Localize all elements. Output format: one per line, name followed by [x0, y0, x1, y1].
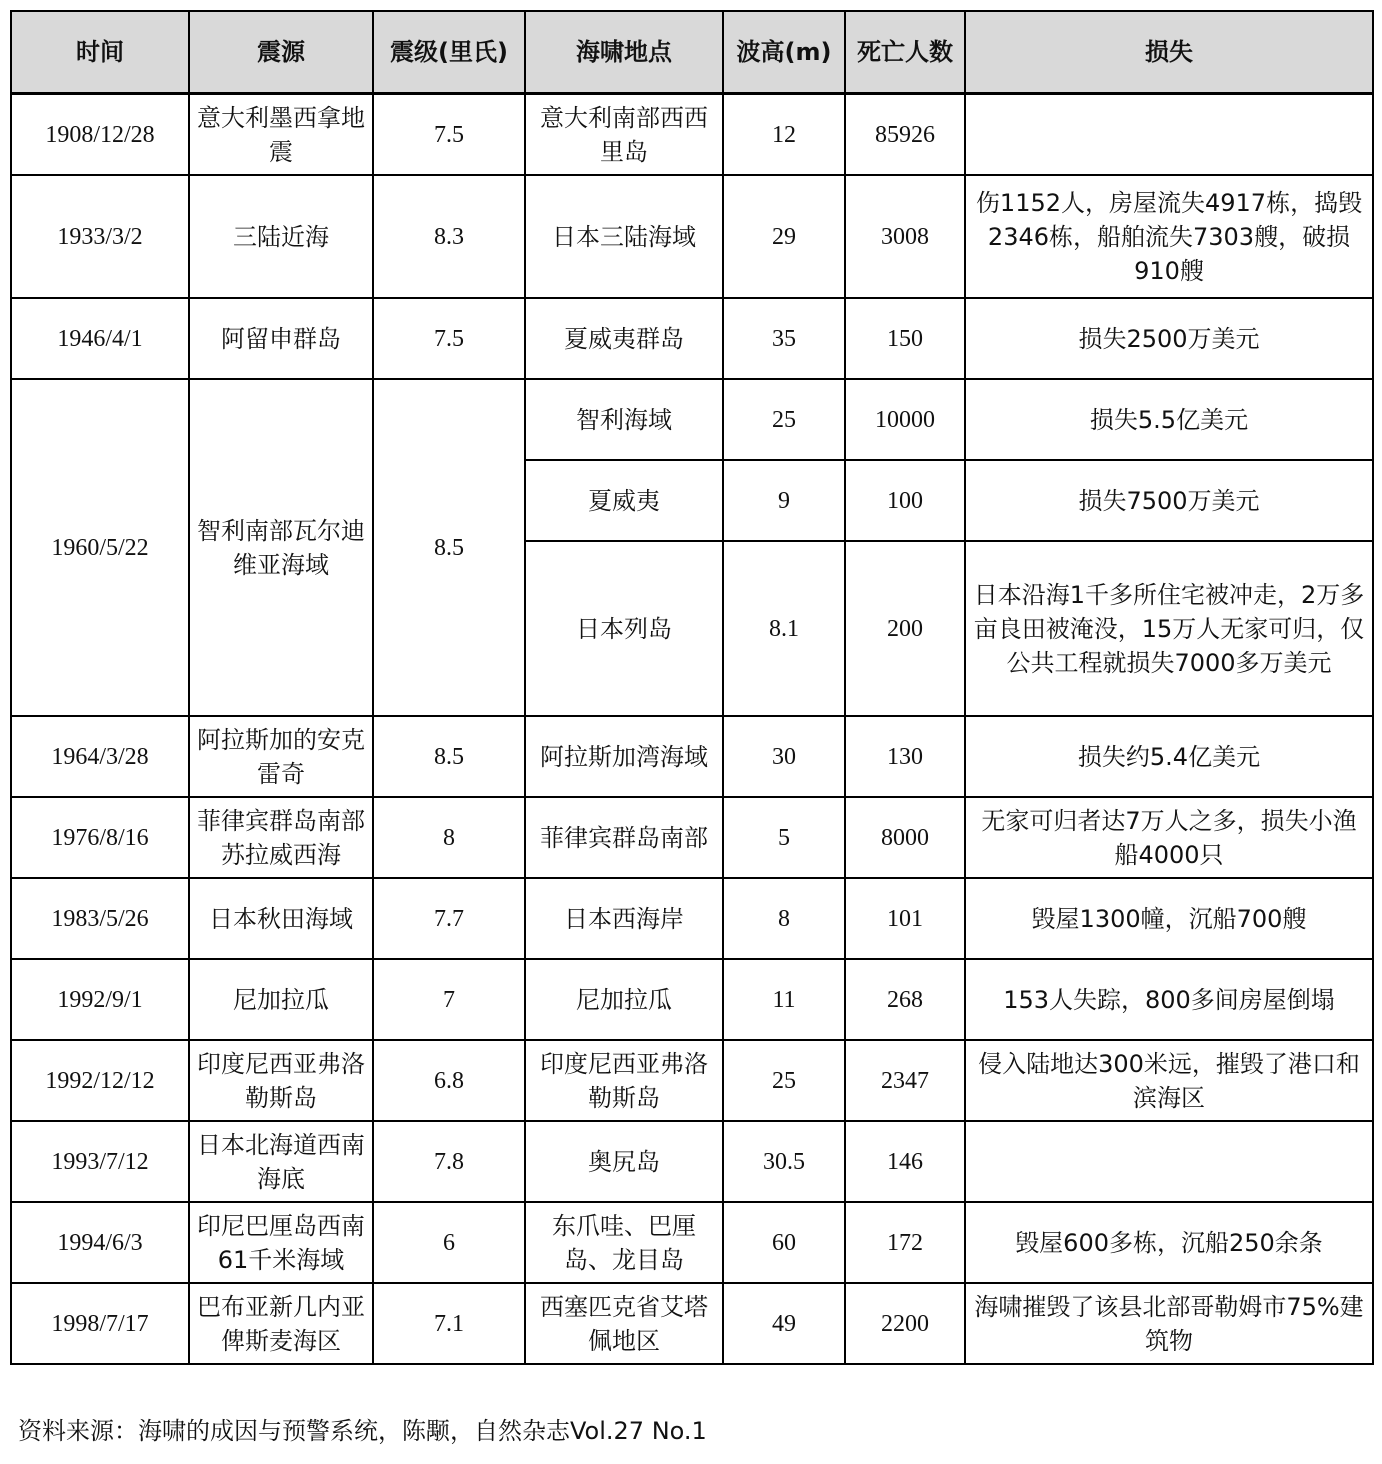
cell-deaths: 8000: [845, 797, 965, 878]
cell-wave-height: 25: [723, 1040, 845, 1121]
cell-magnitude: 7.8: [373, 1121, 525, 1202]
header-magnitude: 震级(里氏): [373, 11, 525, 94]
header-deaths: 死亡人数: [845, 11, 965, 94]
cell-wave-height: 29: [723, 175, 845, 298]
cell-location: 奥尻岛: [525, 1121, 723, 1202]
cell-source: 阿留申群岛: [189, 298, 373, 379]
cell-loss: 毁屋600多栋，沉船250余条: [965, 1202, 1373, 1283]
cell-location: 西塞匹克省艾塔佩地区: [525, 1283, 723, 1364]
cell-source: 印尼巴厘岛西南61千米海域: [189, 1202, 373, 1283]
cell-wave-height: 9: [723, 460, 845, 541]
cell-time: 1993/7/12: [11, 1121, 189, 1202]
cell-magnitude: 7.1: [373, 1283, 525, 1364]
cell-source: 阿拉斯加的安克雷奇: [189, 716, 373, 797]
header-time: 时间: [11, 11, 189, 94]
cell-location: 印度尼西亚弗洛勒斯岛: [525, 1040, 723, 1121]
cell-source: 日本北海道西南海底: [189, 1121, 373, 1202]
cell-location: 夏威夷群岛: [525, 298, 723, 379]
cell-loss: [965, 1121, 1373, 1202]
header-loss: 损失: [965, 11, 1373, 94]
table-header-row: [11, 11, 1373, 94]
cell-deaths: 2347: [845, 1040, 965, 1121]
cell-loss: [965, 94, 1373, 176]
cell-source: 巴布亚新几内亚俾斯麦海区: [189, 1283, 373, 1364]
cell-deaths: 268: [845, 959, 965, 1040]
cell-wave-height: 49: [723, 1283, 845, 1364]
table-row: [11, 1283, 1373, 1364]
table-row: [11, 1040, 1373, 1121]
header-location: 海啸地点: [525, 11, 723, 94]
cell-wave-height: 30: [723, 716, 845, 797]
table-row: [11, 959, 1373, 1040]
cell-loss: 侵入陆地达300米远，摧毁了港口和滨海区: [965, 1040, 1373, 1121]
cell-time: 1992/9/1: [11, 959, 189, 1040]
cell-magnitude: 8.3: [373, 175, 525, 298]
cell-loss: 损失5.5亿美元: [965, 379, 1373, 460]
cell-wave-height: 60: [723, 1202, 845, 1283]
header-wave-height: 波高(m): [723, 11, 845, 94]
cell-magnitude: 6: [373, 1202, 525, 1283]
cell-location: 菲律宾群岛南部: [525, 797, 723, 878]
cell-wave-height: 25: [723, 379, 845, 460]
cell-source: 菲律宾群岛南部苏拉威西海: [189, 797, 373, 878]
cell-magnitude: 7.5: [373, 298, 525, 379]
cell-wave-height: 11: [723, 959, 845, 1040]
table-row: [11, 797, 1373, 878]
cell-magnitude: 7.5: [373, 94, 525, 176]
cell-time: 1992/12/12: [11, 1040, 189, 1121]
table-row: [11, 379, 1373, 460]
tsunami-table: [10, 10, 1374, 1365]
cell-time: 1998/7/17: [11, 1283, 189, 1364]
source-note: 资料来源：海啸的成因与预警系统，陈颙，自然杂志Vol.27 No.1: [18, 1417, 707, 1445]
table-row: [11, 1202, 1373, 1283]
table-row: [11, 94, 1373, 176]
cell-source: 意大利墨西拿地震: [189, 94, 373, 176]
cell-magnitude: 8.5: [373, 716, 525, 797]
cell-wave-height: 12: [723, 94, 845, 176]
cell-deaths: 130: [845, 716, 965, 797]
cell-magnitude: 7: [373, 959, 525, 1040]
cell-location: 日本西海岸: [525, 878, 723, 959]
cell-location: 意大利南部西西里岛: [525, 94, 723, 176]
header-source: 震源: [189, 11, 373, 94]
cell-loss: 损失约5.4亿美元: [965, 716, 1373, 797]
cell-magnitude: 6.8: [373, 1040, 525, 1121]
cell-source: 智利南部瓦尔迪维亚海域: [189, 379, 373, 716]
cell-wave-height: 8: [723, 878, 845, 959]
cell-loss: 海啸摧毁了该县北部哥勒姆市75%建筑物: [965, 1283, 1373, 1364]
cell-source: 三陆近海: [189, 175, 373, 298]
cell-location: 尼加拉瓜: [525, 959, 723, 1040]
cell-source: 尼加拉瓜: [189, 959, 373, 1040]
cell-time: 1933/3/2: [11, 175, 189, 298]
cell-deaths: 2200: [845, 1283, 965, 1364]
cell-time: 1908/12/28: [11, 94, 189, 176]
cell-deaths: 10000: [845, 379, 965, 460]
cell-deaths: 172: [845, 1202, 965, 1283]
cell-magnitude: 8: [373, 797, 525, 878]
table-row: [11, 1121, 1373, 1202]
cell-deaths: 100: [845, 460, 965, 541]
cell-wave-height: 5: [723, 797, 845, 878]
cell-loss: 日本沿海1千多所住宅被冲走，2万多亩良田被淹没，15万人无家可归，仅公共工程就损失7000多万美元: [965, 541, 1373, 716]
cell-deaths: 101: [845, 878, 965, 959]
cell-location: 日本三陆海域: [525, 175, 723, 298]
cell-deaths: 85926: [845, 94, 965, 176]
table-row: [11, 716, 1373, 797]
cell-location: 夏威夷: [525, 460, 723, 541]
cell-loss: 无家可归者达7万人之多，损失小渔船4000只: [965, 797, 1373, 878]
cell-wave-height: 30.5: [723, 1121, 845, 1202]
cell-wave-height: 35: [723, 298, 845, 379]
cell-deaths: 146: [845, 1121, 965, 1202]
cell-loss: 伤1152人，房屋流失4917栋，捣毁2346栋，船舶流失7303艘，破损910艘: [965, 175, 1373, 298]
cell-loss: 损失2500万美元: [965, 298, 1373, 379]
cell-time: 1964/3/28: [11, 716, 189, 797]
table-row: [11, 878, 1373, 959]
cell-wave-height: 8.1: [723, 541, 845, 716]
cell-loss: 损失7500万美元: [965, 460, 1373, 541]
cell-time: 1960/5/22: [11, 379, 189, 716]
cell-loss: 毁屋1300幢，沉船700艘: [965, 878, 1373, 959]
cell-time: 1946/4/1: [11, 298, 189, 379]
table-row: [11, 175, 1373, 298]
cell-magnitude: 7.7: [373, 878, 525, 959]
cell-location: 东爪哇、巴厘岛、龙目岛: [525, 1202, 723, 1283]
cell-deaths: 3008: [845, 175, 965, 298]
cell-time: 1976/8/16: [11, 797, 189, 878]
cell-deaths: 200: [845, 541, 965, 716]
cell-loss: 153人失踪，800多间房屋倒塌: [965, 959, 1373, 1040]
cell-deaths: 150: [845, 298, 965, 379]
cell-location: 日本列岛: [525, 541, 723, 716]
cell-source: 日本秋田海域: [189, 878, 373, 959]
cell-location: 智利海域: [525, 379, 723, 460]
cell-source: 印度尼西亚弗洛勒斯岛: [189, 1040, 373, 1121]
cell-time: 1994/6/3: [11, 1202, 189, 1283]
cell-time: 1983/5/26: [11, 878, 189, 959]
cell-magnitude: 8.5: [373, 379, 525, 716]
table-row: [11, 298, 1373, 379]
cell-location: 阿拉斯加湾海域: [525, 716, 723, 797]
